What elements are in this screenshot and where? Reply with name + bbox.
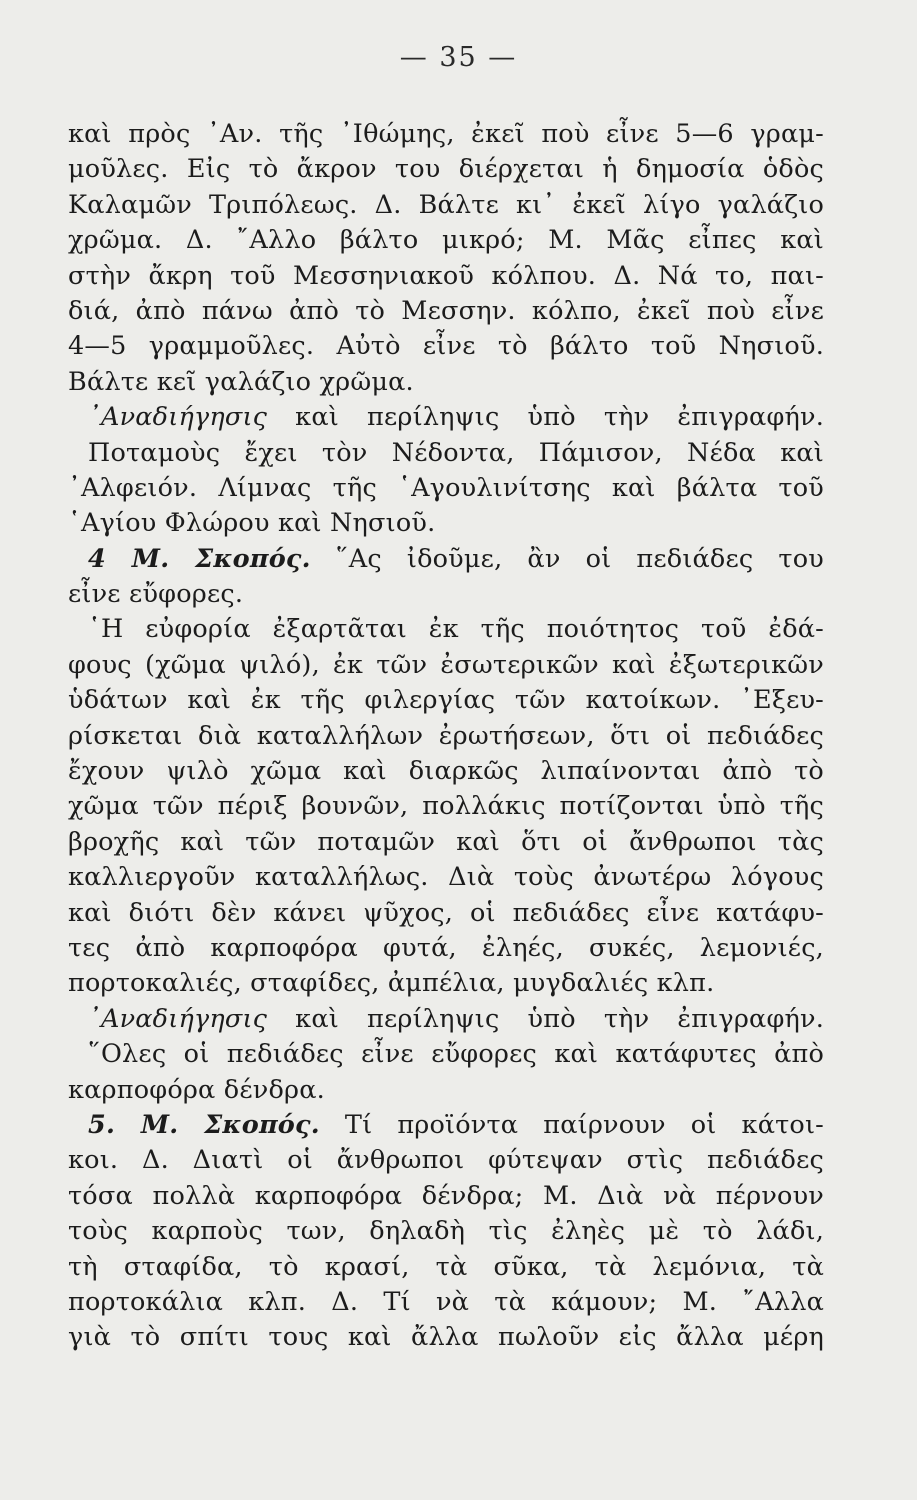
line-text: διά, ἀπὸ πάνω ἀπὸ τὸ Μεσσην. κόλπο, ἐκεῖ ποὺ εἶνε bbox=[68, 295, 824, 326]
text-line bbox=[68, 1037, 824, 1072]
line-text: ῞Ολες οἱ πεδιάδες εἶνε εὔφορες καὶ κατάφυτες ἀπὸ bbox=[88, 1039, 824, 1070]
line-text: Βάλτε κεῖ γαλάζιο χρῶμα. bbox=[68, 366, 414, 397]
text-line bbox=[68, 1214, 824, 1249]
text-line bbox=[68, 896, 824, 931]
line-text: ῾Η εὐφορία ἐξαρτᾶται ἐκ τῆς ποιότητος τοῦ ἐδά- bbox=[88, 614, 824, 645]
line-text: τες ἀπὸ καρποφόρα φυτά, ἐληές, συκές, λεμονιές, bbox=[68, 932, 824, 963]
line-text: μοῦλες. Εἰς τὸ ἄκρον του διέρχεται ἡ δημοσία ὁδὸς bbox=[68, 154, 824, 185]
text-line bbox=[68, 436, 824, 471]
text-line bbox=[68, 612, 824, 647]
line-text: καλλιεργοῦν καταλλήλως. Διὰ τοὺς ἀνωτέρω λόγους bbox=[68, 862, 824, 893]
text-line bbox=[68, 506, 824, 541]
text-line bbox=[68, 400, 824, 435]
line-text: 4—5 γραμμοῦλες. Αὐτὸ εἶνε τὸ βάλτο τοῦ Νησιοῦ. bbox=[68, 331, 824, 362]
line-text: Σκοπός. ῞Ας ἰδοῦμε, ἂν οἱ πεδιάδες του bbox=[195, 543, 824, 574]
line-text: Καλαμῶν Τριπόλεως. Δ. Βάλτε κι᾿ ἐκεῖ λίγο γαλάζιο bbox=[68, 189, 824, 220]
line-text: κοι. Δ. Διατὶ οἱ ἄνθρωποι φύτεψαν στὶς πεδιάδες bbox=[68, 1145, 824, 1176]
text-line bbox=[68, 683, 824, 718]
line-text: Ποταμοὺς ἔχει τὸν Νέδοντα, Πάμισον, Νέδα καὶ bbox=[88, 437, 824, 468]
line-text: χῶμα τῶν πέριξ βουνῶν, πολλάκις ποτίζονται ὑπὸ τῆς bbox=[68, 791, 824, 822]
line-text: χρῶμα. Δ. ῎Αλλο βάλτο μικρό; Μ. Μᾶς εἶπες καὶ bbox=[68, 225, 824, 256]
text-line bbox=[68, 577, 824, 612]
text-line bbox=[68, 1179, 824, 1214]
text-line bbox=[68, 754, 824, 789]
line-text: ῾Αγίου Φλώρου καὶ Νησιοῦ. bbox=[68, 508, 436, 539]
line-text: ᾿Αναδιήγησις καὶ περίληψις ὑπὸ τὴν ἐπιγραφήν. bbox=[88, 402, 824, 433]
line-text: καὶ πρὸς ᾿Αν. τῆς ᾿Ιθώμης, ἐκεῖ ποὺ εἶνε 5—6 γραμ- bbox=[68, 119, 824, 149]
line-text: πορτοκαλιές, σταφίδες, ἀμπέλια, μυγδαλιές κλπ. bbox=[68, 968, 715, 999]
text-line bbox=[68, 117, 824, 152]
body-text bbox=[68, 117, 824, 1356]
text-line bbox=[68, 931, 824, 966]
text-line bbox=[68, 365, 824, 400]
line-text: τόσα πολλὰ καρποφόρα δένδρα; Μ. Διὰ νὰ πέρνουν bbox=[68, 1180, 824, 1211]
line-text: εἶνε εὔφορες. bbox=[68, 579, 244, 610]
text-line bbox=[68, 188, 824, 223]
line-text: φους (χῶμα ψιλό), ἐκ τῶν ἐσωτερικῶν καὶ ἐξωτερικῶν bbox=[68, 649, 824, 680]
text-line bbox=[68, 719, 824, 754]
text-line bbox=[68, 471, 824, 506]
line-text: ὑδάτων καὶ ἐκ τῆς φιλεργίας τῶν κατοίκων. ᾿Εξευ- bbox=[68, 685, 824, 716]
text-line bbox=[68, 1002, 824, 1037]
line-text: ρίσκεται διὰ καταλλήλων ἐρωτήσεων, ὅτι οἱ πεδιάδες bbox=[68, 720, 824, 751]
text-line bbox=[68, 223, 824, 258]
line-text: γιὰ τὸ σπίτι τους καὶ ἄλλα πωλοῦν εἰς ἄλλα μέρη bbox=[68, 1322, 824, 1353]
line-text: ᾿Αλφειόν. Λίμνας τῆς ῾Αγουλινίτσης καὶ βάλτα τοῦ bbox=[68, 472, 824, 503]
text-line bbox=[68, 152, 824, 187]
text-line bbox=[68, 860, 824, 895]
line-text: βροχῆς καὶ τῶν ποταμῶν καὶ ὅτι οἱ ἄνθρωποι τὰς bbox=[68, 826, 824, 857]
text-line bbox=[68, 1073, 824, 1108]
line-text: Σκοπός. Τί προϊόντα παίρνουν οἱ κάτοι- bbox=[204, 1109, 824, 1140]
text-line bbox=[68, 294, 824, 329]
section-label: 4 Μ. bbox=[88, 543, 196, 574]
text-line bbox=[68, 329, 824, 364]
line-text: καὶ διότι δὲν κάνει ψῦχος, οἱ πεδιάδες εἶνε κατάφυ- bbox=[68, 897, 824, 928]
text-line bbox=[68, 1143, 824, 1178]
line-text: τοὺς καρποὺς των, δηλαδὴ τὶς ἐληὲς μὲ τὸ λάδι, bbox=[68, 1216, 824, 1247]
text-line bbox=[68, 648, 824, 683]
text-line bbox=[68, 259, 824, 294]
text-line bbox=[68, 966, 824, 1001]
text-line bbox=[68, 789, 824, 824]
text-line bbox=[68, 1285, 824, 1320]
line-text: τὴ σταφίδα, τὸ κρασί, τὰ σῦκα, τὰ λεμόνια, τὰ bbox=[68, 1251, 824, 1282]
text-line bbox=[68, 542, 824, 577]
line-text: ἔχουν ψιλὸ χῶμα καὶ διαρκῶς λιπαίνονται ἀπὸ τὸ bbox=[68, 756, 824, 787]
text-line bbox=[68, 1108, 824, 1143]
line-text: καρποφόρα δένδρα. bbox=[68, 1074, 325, 1105]
line-text: στὴν ἄκρη τοῦ Μεσσηνιακοῦ κόλπου. Δ. Νά το, παι- bbox=[68, 260, 824, 291]
text-line bbox=[68, 1250, 824, 1285]
page-number: — 35 — bbox=[399, 42, 518, 73]
line-text: ᾿Αναδιήγησις καὶ περίληψις ὑπὸ τὴν ἐπιγραφήν. bbox=[88, 1003, 824, 1034]
text-line bbox=[68, 1320, 824, 1355]
section-label: 5. Μ. bbox=[88, 1109, 205, 1140]
text-line bbox=[68, 825, 824, 860]
line-text: πορτοκάλια κλπ. Δ. Τί νὰ τὰ κάμουν; Μ. ῎Αλλα bbox=[68, 1286, 824, 1317]
